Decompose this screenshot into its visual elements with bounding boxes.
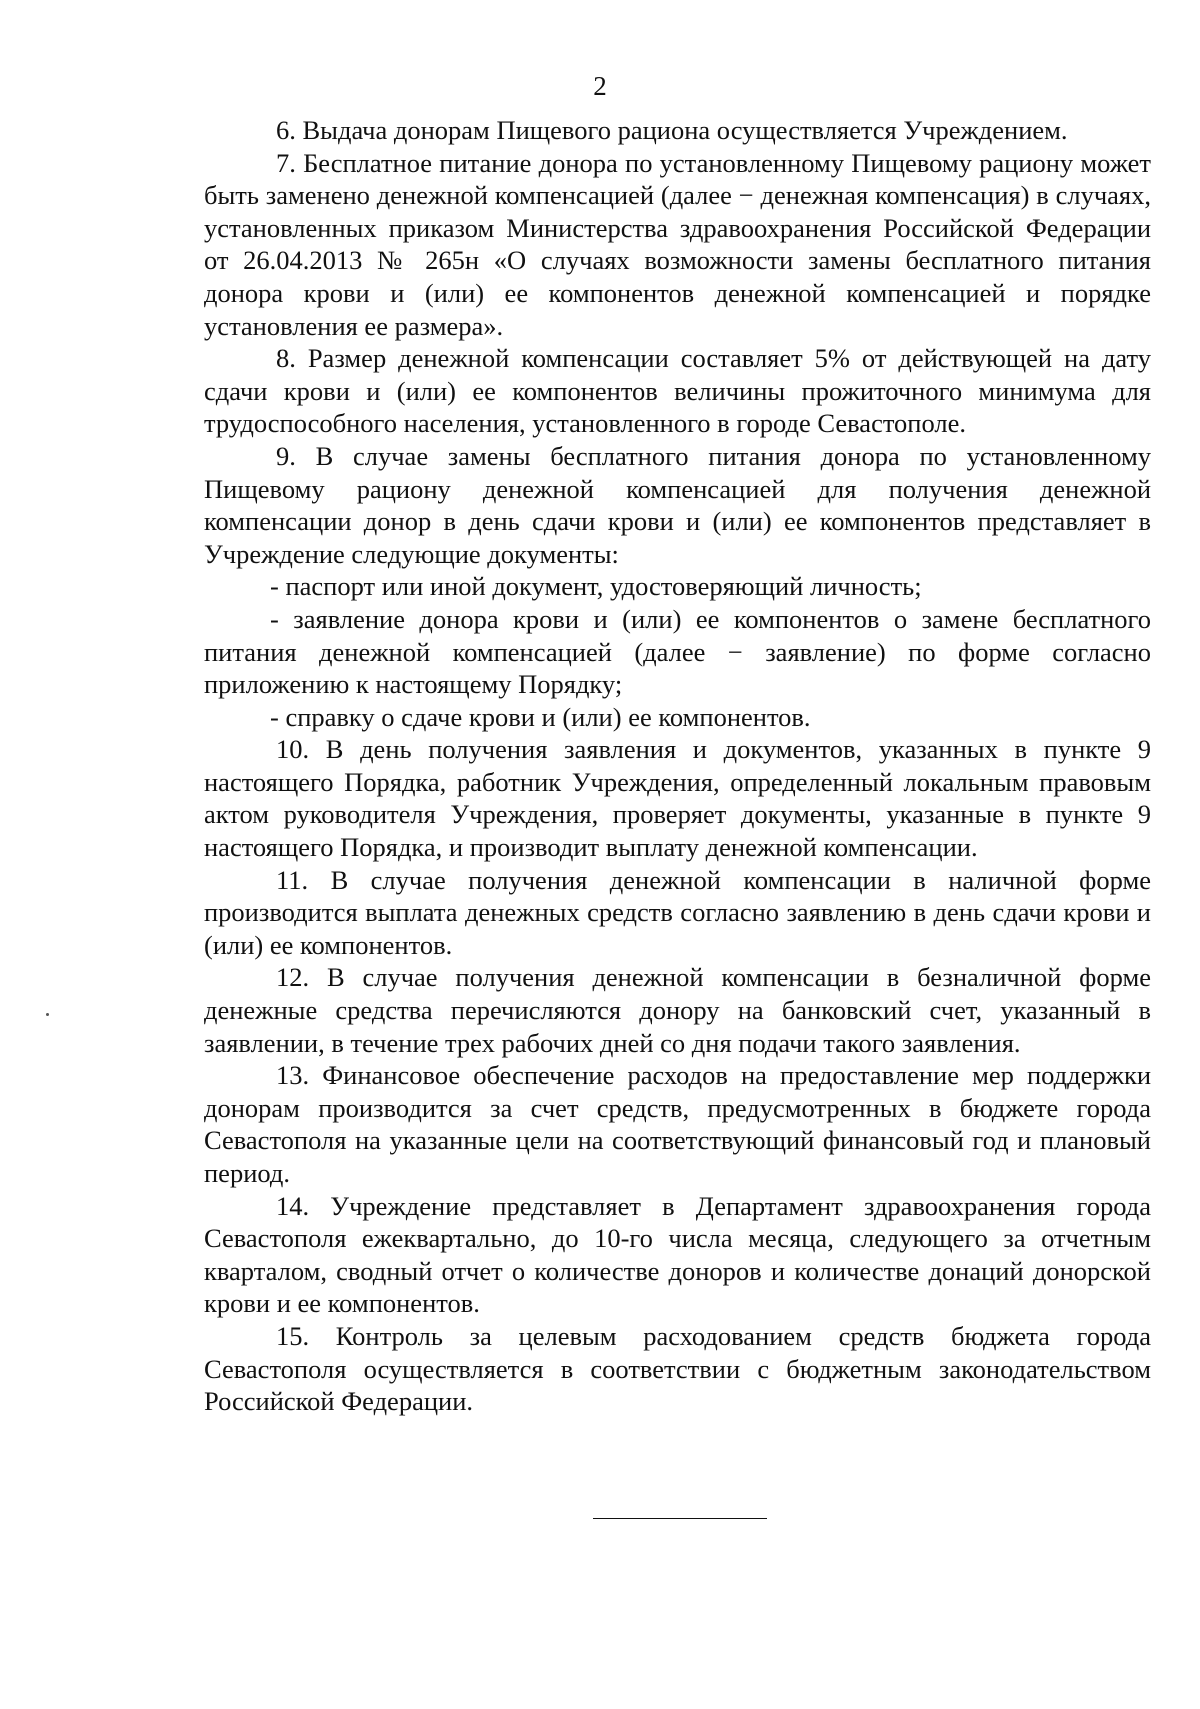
- paragraph-8: 8. Размер денежной компенсации составляет 5% от действующей на дату сдачи крови и (или) ее компонентов величины прожиточного минимума для трудоспособного населения, установленного в городе Севастополе.: [204, 343, 1151, 439]
- paragraph-14: 14. Учреждение представляет в Департамент здравоохранения города Севастополя ежеквартально, до 10-го числа месяца, следующего за отчетным кварталом, сводный отчет о количестве доноров и количестве донаций донорской крови и ее компонентов.: [204, 1190, 1151, 1319]
- document-body: [204, 114, 1151, 1418]
- paragraph-15: 15. Контроль за целевым расходованием средств бюджета города Севастополя осуществляется в соответствии с бюджетным законодательством Российской Федерации.: [204, 1320, 1151, 1417]
- list-item-certificate: - справку о сдаче крови и (или) ее компонентов.: [270, 701, 811, 732]
- paragraph-6: 6. Выдача донорам Пищевого рациона осуществляется Учреждением.: [276, 115, 1068, 145]
- list-item-passport: - паспорт или иной документ, удостоверяющий личность;: [270, 571, 922, 602]
- paragraph-12: 12. В случае получения денежной компенсации в безналичной форме денежные средства перечисляются донору на банковский счет, указанный в заявлении, в течение трех рабочих дней со дня подачи такого заявления.: [204, 962, 1151, 1058]
- scan-margin-mark: [46, 1013, 49, 1016]
- end-of-document-rule: [593, 1518, 767, 1519]
- paragraph-10: 10. В день получения заявления и документов, указанных в пункте 9 настоящего Порядка, работник Учреждения, определенный локальным правовым актом руководителя Учреждения, проверяет документы, указанные в пункте 9 настоящего Порядка, и производит выплату денежной компенсации.: [204, 734, 1151, 863]
- paragraph-7: 7. Бесплатное питание донора по установленному Пищевому рациону может быть заменено денежной компенсацией (далее − денежная компенсация) в случаях, установленных приказом Министерства здравоохранения Российской Федерации от 26.04.2013 № 265н «О случаях возможности замены бесплатного питания донора крови и (или) ее компонентов денежной компенсацией и порядке установления ее размера».: [204, 147, 1151, 341]
- page-number: 2: [593, 71, 607, 101]
- paragraph-9: 9. В случае замены бесплатного питания донора по установленному Пищевому рациону денежной компенсацией для получения денежной компенсации донор в день сдачи крови и (или) ее компонентов представляет в Учреждение следующие документы:: [204, 440, 1151, 569]
- paragraph-13: 13. Финансовое обеспечение расходов на предоставление мер поддержки донорам производится за счет средств, предусмотренных в бюджете города Севастополя на указанные цели на соответствующий финансовый год и плановый период.: [204, 1060, 1151, 1188]
- list-item-application: - заявление донора крови и (или) ее компонентов о замене бесплатного питания денежной компенсацией (далее − заявление) по форме согласно приложению к настоящему Порядку;: [204, 603, 1151, 700]
- paragraph-11: 11. В случае получения денежной компенсации в наличной форме производится выплата денежных средств согласно заявлению в день сдачи крови и (или) ее компонентов.: [204, 864, 1151, 960]
